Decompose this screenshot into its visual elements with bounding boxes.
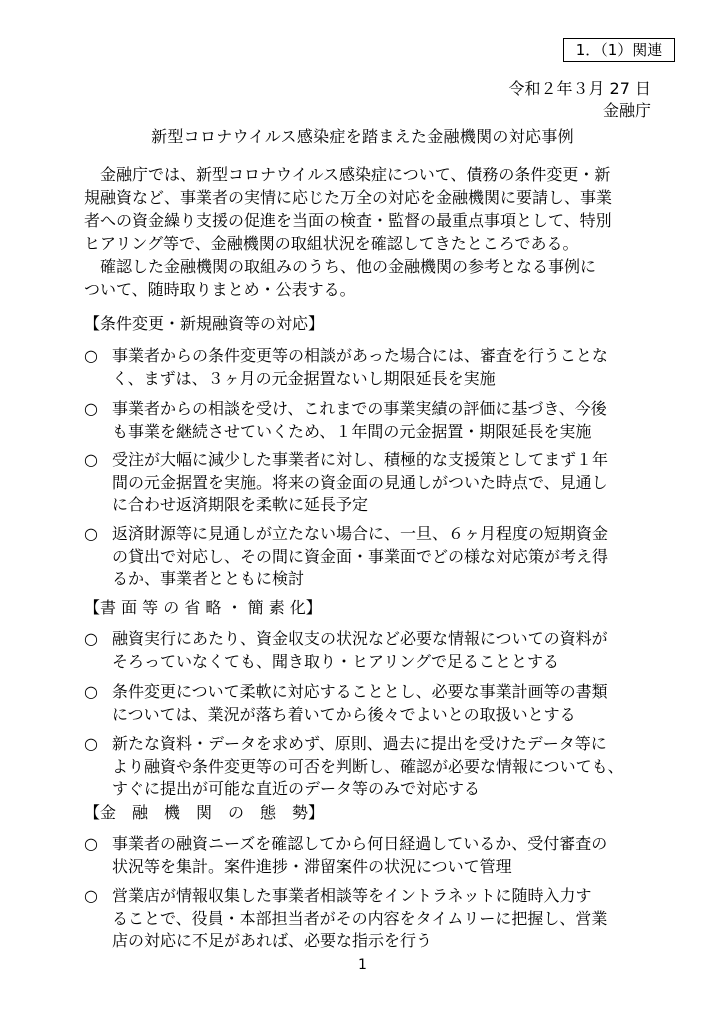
list-item — [84, 833, 654, 878]
item-line: 条件変更について柔軟に対応することとし、必要な事業計画等の書類 — [112, 682, 608, 701]
date-text: 令和２年３月 27 日 — [508, 79, 651, 98]
intro-paragraph-1 — [84, 163, 644, 255]
item-line: そろっていなくても、聞き取り・ヒアリングで足ることとする — [112, 651, 560, 671]
item-line: 営業店が情報収集した事業者相談等をイントラネットに随時入力す — [112, 886, 592, 905]
intro-line: ついて、随時取りまとめ・公表する。 — [84, 280, 356, 299]
item-line: も事業を継続させていくため、１年間の元金据置・期限延長を実施 — [112, 421, 592, 441]
section-heading-document-simplification: 【書 面 等 の 省 略 ・ 簡 素 化】 — [84, 598, 322, 617]
organization-name: 金融庁 — [602, 101, 651, 120]
list-item — [84, 345, 654, 390]
item-line: すぐに提出が可能な直近のデータ等のみで対応する — [112, 779, 481, 798]
item-line: 融資実行にあたり、資金収支の状況など必要な情報についての資料が — [112, 629, 608, 648]
circle-bullet-icon: ○ — [84, 399, 98, 418]
item-line: 返済財源等に見通しが立たない場合に、一旦、６ヶ月程度の短期資金 — [112, 524, 609, 543]
circle-bullet-icon: ○ — [84, 629, 98, 648]
item-line: ることで、役員・本部担当者がその内容をタイムリーに把握し、営業 — [112, 908, 608, 928]
list-item — [84, 628, 654, 673]
list-item — [84, 681, 654, 726]
item-line: 事業者からの相談を受け、これまでの事業実績の評価に基づき、今後 — [112, 399, 607, 418]
item-line: については、業況が落ち着いてから後々でよいとの取扱いとする — [112, 704, 576, 724]
item-line: 事業者の融資ニーズを確認してから何日経過しているか、受付審査の — [112, 834, 608, 853]
intro-line: ヒアリング等で、金融機関の取組状況を確認してきたところである。 — [84, 234, 579, 253]
intro-line: 金融庁では、新型コロナウイルス感染症について、債務の条件変更・新 — [84, 165, 611, 184]
item-line: 事業者からの条件変更等の相談があった場合には、審査を行うことな — [112, 346, 608, 365]
circle-bullet-icon: ○ — [84, 834, 98, 853]
list-item — [84, 523, 654, 591]
circle-bullet-icon: ○ — [84, 886, 98, 905]
circle-bullet-icon: ○ — [84, 346, 98, 365]
list-item — [84, 885, 654, 953]
intro-line: 規融資など、事業者の実情に応じた万全の対応を金融機関に要請し、事業 — [84, 188, 613, 207]
intro-line: 確認した金融機関の取組みのうち、他の金融機関の参考となる事例に — [84, 257, 597, 276]
section-heading-institution-structure: 【金 融 機 関 の 態 勢】 — [84, 803, 325, 822]
circle-bullet-icon: ○ — [84, 524, 98, 543]
list-item — [84, 398, 654, 443]
intro-line: 者への資金繰り支援の促進を当面の検査・監督の最重点事項として、特別 — [84, 211, 612, 230]
list-item — [84, 733, 654, 801]
document-title: 新型コロナウイルス感染症を踏まえた金融機関の対応事例 — [151, 127, 574, 146]
item-line: 受注が大幅に減少した事業者に対し、積極的な支援策としてまず１年 — [112, 450, 609, 469]
item-line: に合わせ返済期限を柔軟に延長予定 — [112, 495, 369, 514]
related-tag: 1．（1）関連 — [563, 38, 675, 62]
list-item — [84, 449, 654, 517]
item-line: く、まずは、３ヶ月の元金据置ないし期限延長を実施 — [112, 368, 496, 388]
item-line: 間の元金据置を実施。将来の資金面の見通しがついた時点で、見通し — [112, 472, 608, 492]
circle-bullet-icon: ○ — [84, 450, 98, 469]
item-line: 状況等を集計。案件進捗・滞留案件の状況について管理 — [112, 856, 512, 876]
date-block — [508, 78, 651, 122]
item-line: 新たな資料・データを求めず、原則、過去に提出を受けたデータ等に — [112, 734, 607, 753]
item-line: の貸出で対応し、その間に資金面・事業面でどの様な対応策が考え得 — [112, 546, 609, 566]
item-line: より融資や条件変更等の可否を判断し、確認が必要な情報についても、 — [112, 756, 624, 776]
item-line: 店の対応に不足があれば、必要な指示を行う — [112, 931, 433, 950]
page-number: 1 — [358, 957, 367, 973]
section-heading-loan-terms: 【条件変更・新規融資等の対応】 — [84, 314, 325, 333]
circle-bullet-icon: ○ — [84, 734, 98, 753]
circle-bullet-icon: ○ — [84, 682, 98, 701]
item-line: るか、事業者とともに検討 — [112, 569, 305, 588]
intro-paragraph-2 — [84, 255, 644, 301]
